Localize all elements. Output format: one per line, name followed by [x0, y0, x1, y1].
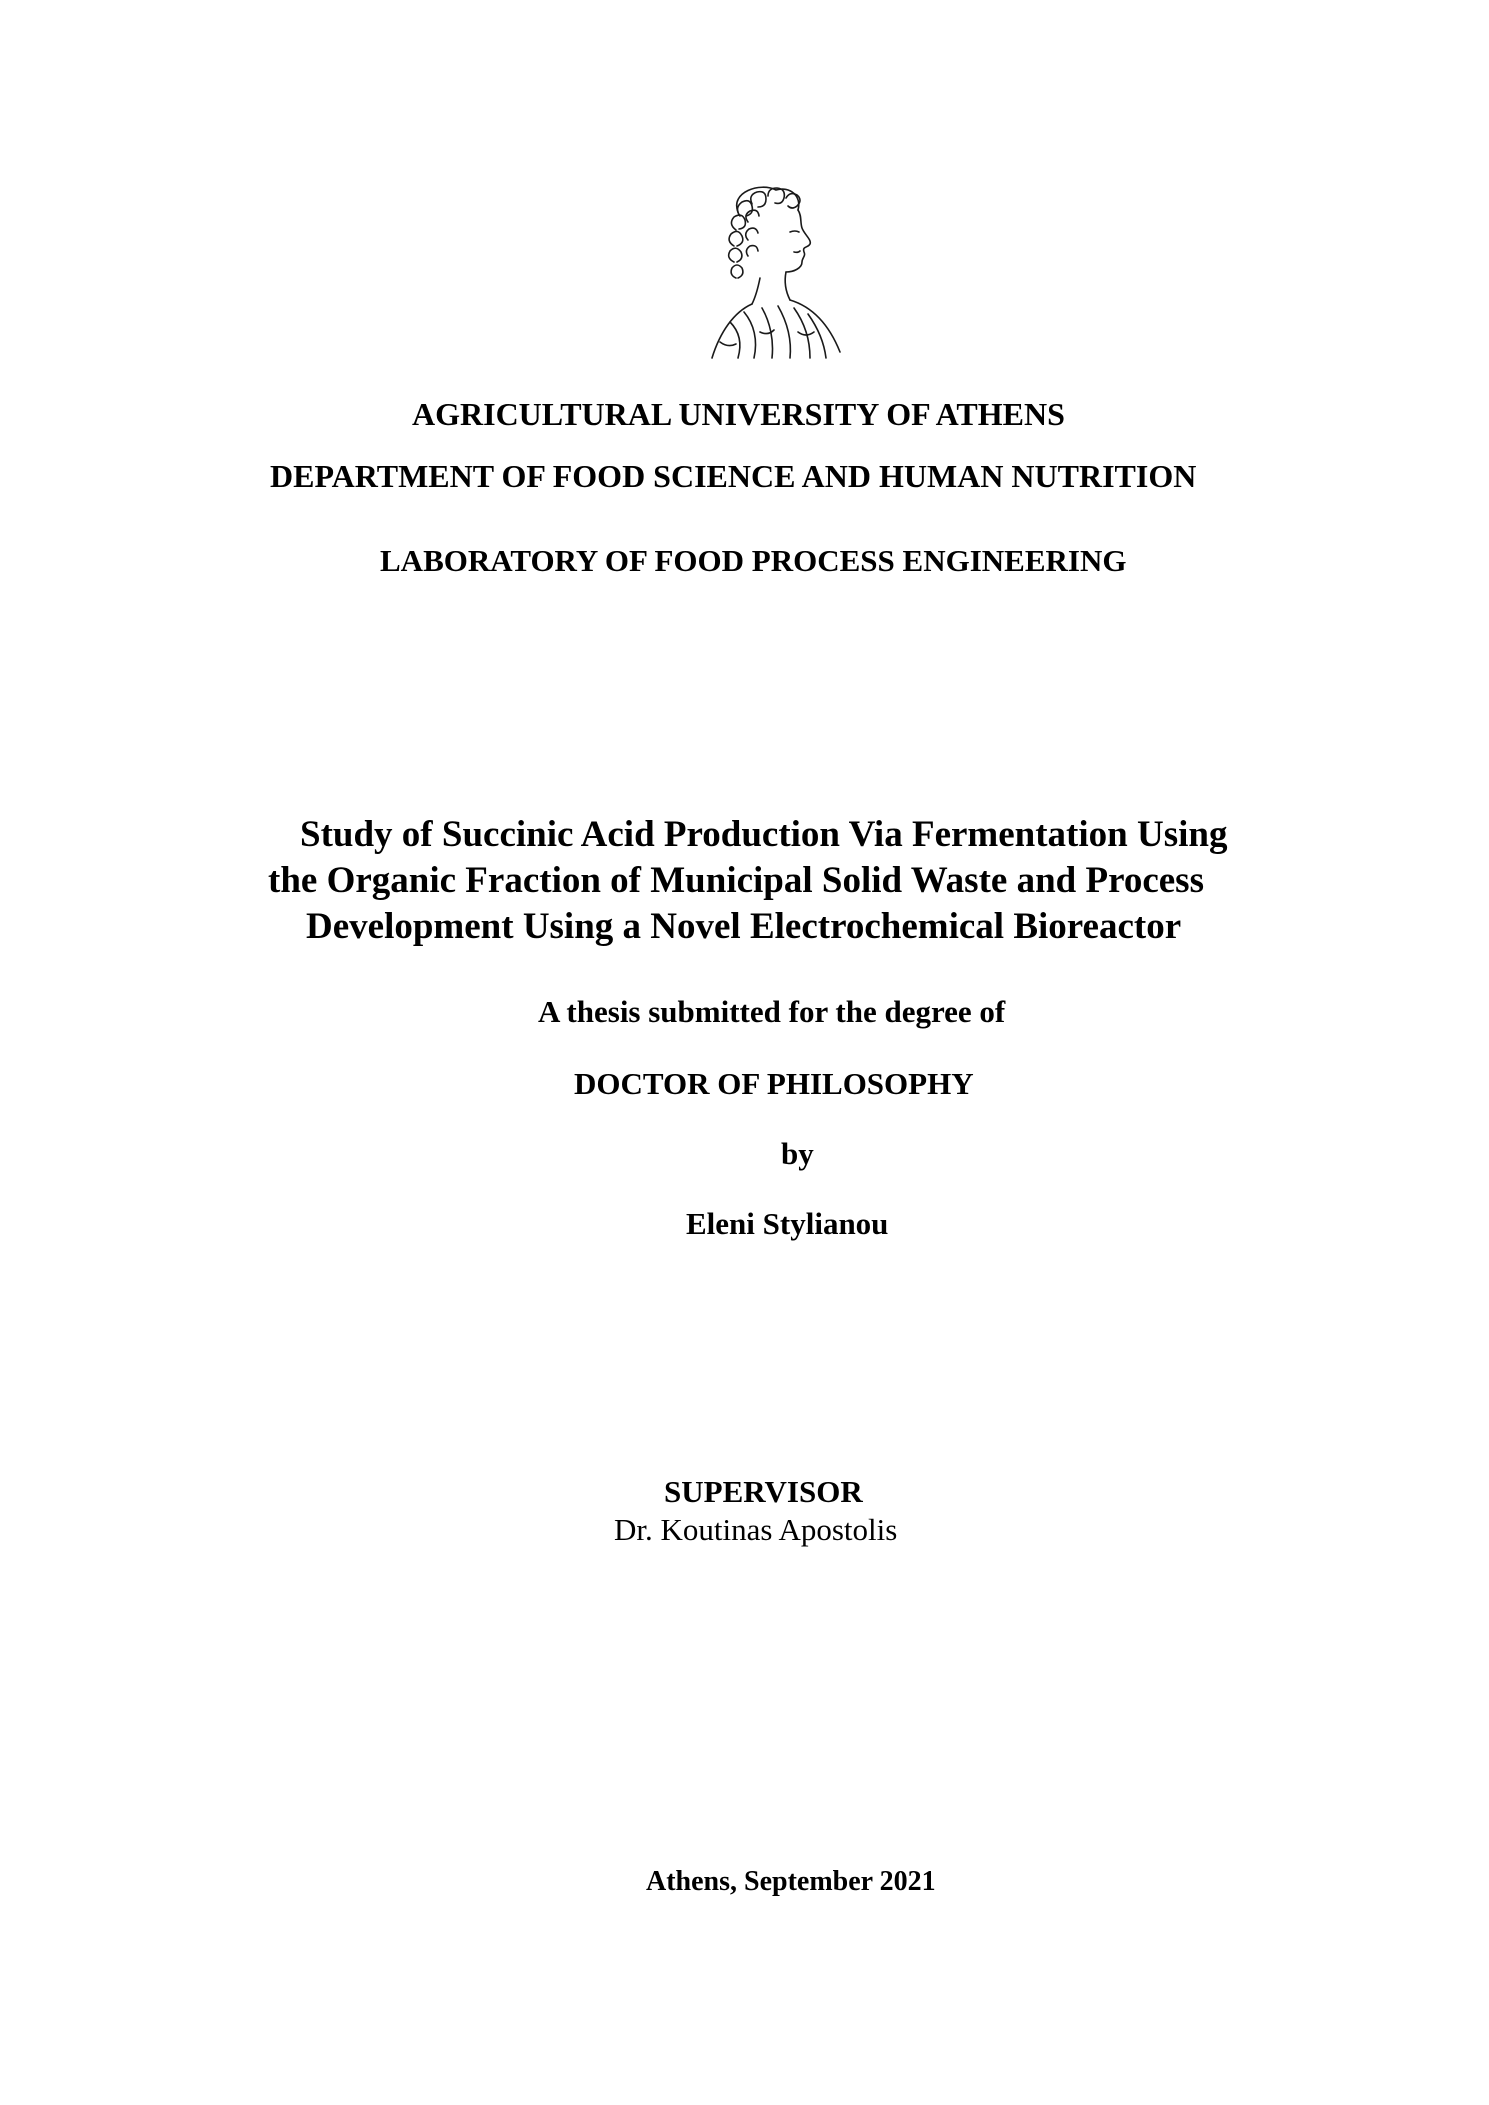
thesis-title-line-1: Study of Succinic Acid Production Via Fermentation Using [300, 814, 1228, 855]
thesis-title-line-2: the Organic Fraction of Municipal Solid Waste and Process [268, 860, 1204, 901]
place-and-date: Athens, September 2021 [646, 1866, 936, 1897]
department-name: DEPARTMENT OF FOOD SCIENCE AND HUMAN NUTRITION [270, 458, 1197, 494]
supervisor-name: Dr. Koutinas Apostolis [614, 1512, 898, 1547]
by-text: by [781, 1136, 814, 1171]
submitted-for-text: A thesis submitted for the degree of [538, 994, 1006, 1029]
thesis-title-line-3: Development Using a Novel Electrochemical Bioreactor [306, 906, 1182, 947]
degree-name: DOCTOR OF PHILOSOPHY [574, 1066, 974, 1101]
supervisor-label: SUPERVISOR [664, 1474, 863, 1509]
author-name: Eleni Stylianou [686, 1206, 889, 1241]
athena-profile-engraving-icon [690, 182, 850, 362]
university-name: AGRICULTURAL UNIVERSITY OF ATHENS [412, 396, 1065, 432]
laboratory-name: LABORATORY OF FOOD PROCESS ENGINEERING [380, 543, 1127, 578]
